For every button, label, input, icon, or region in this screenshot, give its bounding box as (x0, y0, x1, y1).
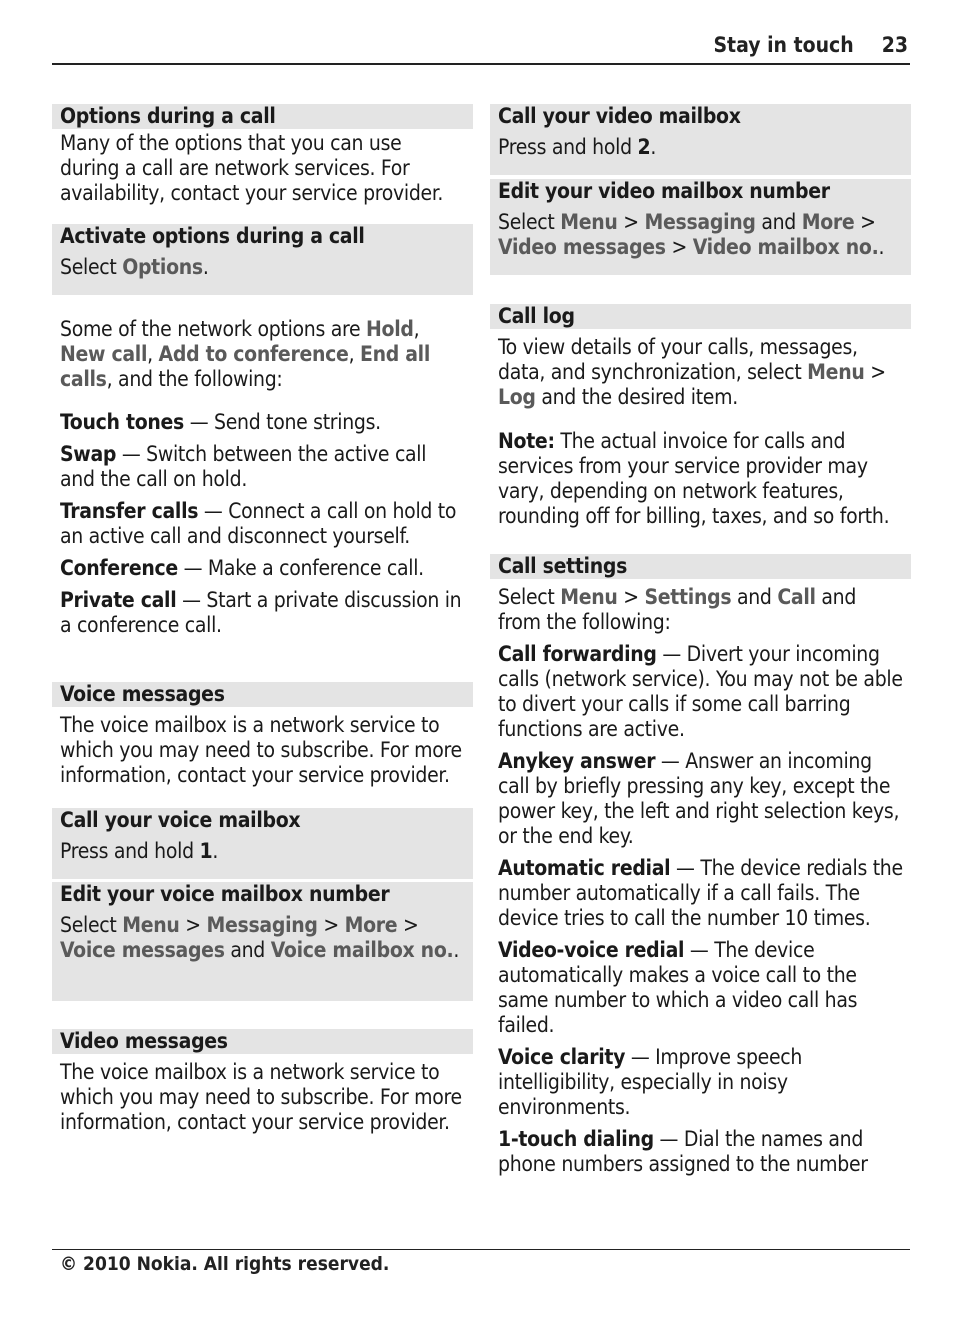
option-item: Transfer calls — Connect a call on hold to an active call and disconnect yourself. (60, 499, 457, 548)
setting-item: Automatic redial — The device redials the number automatically if a call fails. The device tries to call the number 10 times. (498, 856, 903, 930)
section-title-options: Options during a call (52, 104, 473, 129)
note-paragraph: Note: The actual invoice for calls and services from your service provider may vary, depending on network features, rounding off for billing, taxes, and so forth. (498, 429, 890, 528)
options-intro: Many of the options that you can use during a call are network services. For availability, contact your service provider. (60, 131, 444, 205)
section-title-call-log: Call log (490, 304, 911, 329)
edit-voice-mailbox-box (52, 882, 473, 1001)
network-options-text: Some of the network options are Hold, New call, Add to conference, End all calls, and the following: (60, 317, 431, 391)
page-header (713, 33, 908, 57)
call-settings-intro: Select Menu > Settings and Call and from the following: (498, 585, 857, 634)
setting-item: 1-touch dialing — Dial the names and phone numbers assigned to the number (498, 1127, 868, 1176)
copyright-notice: © 2010 Nokia. All rights reserved. (60, 1253, 390, 1275)
edit-video-mailbox-body: Select Menu > Messaging and More > Video messages > Video mailbox no.. (498, 210, 885, 259)
setting-item: Video-voice redial — The device automatically makes a voice call to the same number to which a video call has failed. (498, 938, 858, 1037)
call-voice-mailbox-title: Call your voice mailbox (60, 808, 301, 832)
section-title-video-messages: Video messages (52, 1029, 473, 1054)
left-column (52, 104, 473, 1135)
option-item: Conference — Make a conference call. (60, 556, 424, 580)
section-title-voice-messages: Voice messages (52, 682, 473, 707)
section-name: Stay in touch (713, 33, 854, 57)
edit-video-mailbox-box (490, 179, 911, 275)
header-rule (52, 63, 910, 65)
activate-options-box (52, 224, 473, 295)
option-item: Swap — Switch between the active call and the call on hold. (60, 442, 427, 491)
option-item: Touch tones — Send tone strings. (60, 410, 381, 434)
call-video-mailbox-title: Call your video mailbox (498, 104, 741, 128)
call-voice-mailbox-body: Press and hold 1. (60, 839, 219, 863)
activate-options-body: Select Options. (60, 255, 209, 279)
right-column (490, 104, 911, 1177)
edit-video-mailbox-title: Edit your video mailbox number (498, 179, 830, 203)
call-video-mailbox-box (490, 104, 911, 175)
call-voice-mailbox-box (52, 808, 473, 879)
page-number: 23 (881, 33, 908, 57)
setting-item: Voice clarity — Improve speech intelligibility, especially in noisy environments. (498, 1045, 803, 1119)
setting-item: Anykey answer — Answer an incoming call by briefly pressing any key, except the power key, the left and right selection keys, or the end key. (498, 749, 900, 848)
edit-voice-mailbox-body: Select Menu > Messaging > More > Voice messages and Voice mailbox no.. (60, 913, 460, 962)
activate-options-title: Activate options during a call (60, 224, 365, 248)
edit-voice-mailbox-title: Edit your voice mailbox number (60, 882, 390, 906)
video-messages-body: The voice mailbox is a network service to which you may need to subscribe. For more information, contact your service provider. (60, 1060, 462, 1134)
call-video-mailbox-body: Press and hold 2. (498, 135, 657, 159)
setting-item: Call forwarding — Divert your incoming calls (network service). You may not be able to divert your calls if some call barring functions are active. (498, 642, 903, 741)
footer-rule (52, 1249, 910, 1250)
section-title-call-settings: Call settings (490, 554, 911, 579)
option-item: Private call — Start a private discussion in a conference call. (60, 588, 462, 637)
call-log-body: To view details of your calls, messages, data, and synchronization, select Menu > Log and the desired item. (498, 335, 886, 409)
voice-messages-body: The voice mailbox is a network service to which you may need to subscribe. For more information, contact your service provider. (60, 713, 462, 787)
